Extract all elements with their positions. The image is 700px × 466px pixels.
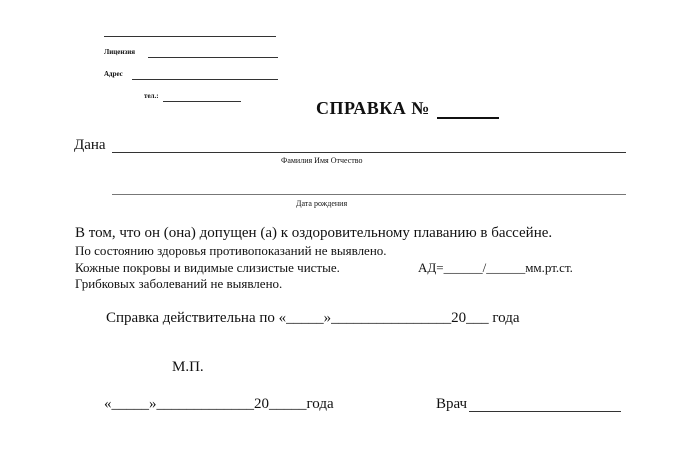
issued-label: Дана <box>74 137 106 153</box>
title-number-line <box>437 117 499 119</box>
address-field-line <box>132 79 278 80</box>
blood-pressure-field: АД=______/______мм.рт.ст. <box>418 260 573 275</box>
stamp-placeholder: М.П. <box>172 359 204 375</box>
phone-label: тел.: <box>144 92 159 100</box>
name-caption: Фамилия Имя Отчество <box>281 156 363 165</box>
footer-date-field: «_____»_____________20_____года <box>104 396 334 412</box>
name-field-line <box>112 152 626 153</box>
phone-field-line <box>163 101 241 102</box>
page-title: СПРАВКА № <box>316 98 430 118</box>
license-field-line <box>148 57 278 58</box>
doctor-signature-line <box>469 411 621 412</box>
license-label: Лицензия <box>104 48 136 56</box>
address-label: Адрес <box>104 70 123 78</box>
body-line-4: Грибковых заболеваний не выявлено. <box>75 276 283 291</box>
doctor-label: Врач <box>436 396 468 412</box>
validity-text: Справка действительна по «_____»________________20___ года <box>106 310 520 326</box>
body-line-1: В том, что он (она) допущен (а) к оздоровительному плаванию в бассейне. <box>75 225 553 241</box>
dob-caption: Дата рождения <box>296 199 348 208</box>
header-top-line <box>104 36 276 37</box>
dob-field-line <box>112 194 626 195</box>
body-line-2: По состоянию здоровья противопоказаний не выявлено. <box>75 243 387 258</box>
body-line-3: Кожные покровы и видимые слизистые чистые. <box>75 260 340 275</box>
